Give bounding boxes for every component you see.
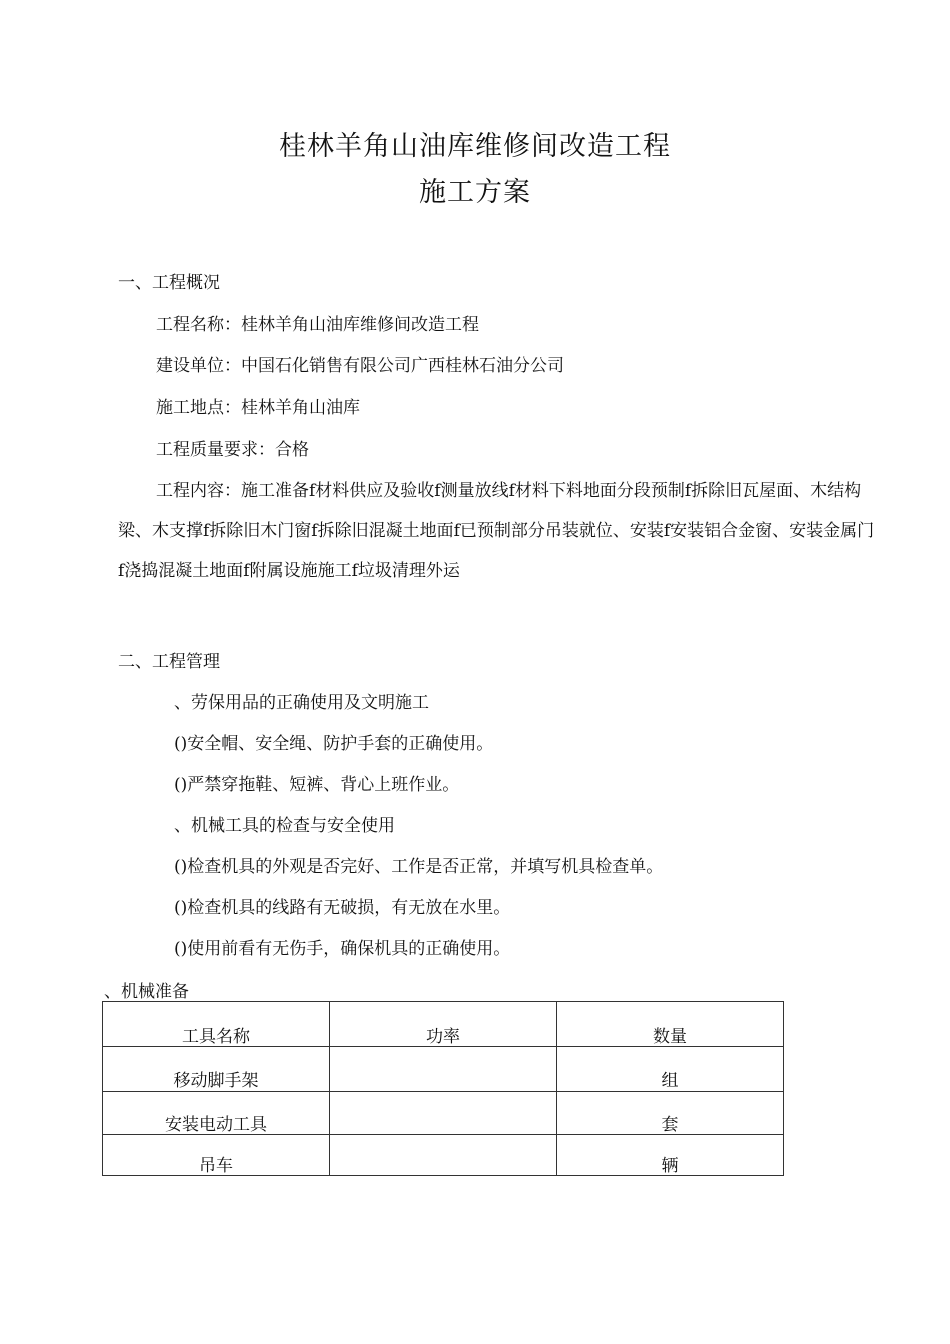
header-cell: 功率 xyxy=(330,1002,557,1047)
builder-unit: 建设单位：中国石化销售有限公司广西桂林石油分公司 xyxy=(156,356,564,376)
header-cell: 工具名称 xyxy=(103,1002,330,1047)
quantity-cell: 辆 xyxy=(557,1135,784,1176)
power-cell xyxy=(330,1047,557,1092)
tool-name-cell: 移动脚手架 xyxy=(103,1047,330,1092)
item1-b: ()严禁穿拖鞋、短裤、背心上班作业。 xyxy=(174,775,460,795)
quantity-cell: 组 xyxy=(557,1047,784,1092)
document-title: 桂林羊角山油库维修间改造工程 xyxy=(279,131,671,162)
item1-a: ()安全帽、安全绳、防护手套的正确使用。 xyxy=(174,734,494,754)
table-row xyxy=(103,1135,784,1176)
project-name: 工程名称：桂林羊角山油库维修间改造工程 xyxy=(156,315,479,335)
item2-b: ()检查机具的线路有无破损，有无放在水里。 xyxy=(174,898,511,918)
power-cell xyxy=(330,1135,557,1176)
item2-c: ()使用前看有无伤手，确保机具的正确使用。 xyxy=(174,939,511,959)
table-row xyxy=(103,1092,784,1135)
project-content-text: 工程内容：施工准备f材料供应及验收f测量放线f材料下料地面分段预制f拆除旧瓦屋面、木结构梁、木支撑f拆除旧木门窗f拆除旧混凝土地面f已预制部分吊装就位、安装f安装铝合金窗、安装金属门f浇捣混凝土地面f附属设施施工f垃圾清理外运 xyxy=(118,481,875,581)
item2-a: ()检查机具的外观是否完好、工作是否正常，并填写机具检查单。 xyxy=(174,857,664,877)
table-row xyxy=(103,1047,784,1092)
project-content xyxy=(118,471,880,591)
table-header-row xyxy=(103,1002,784,1047)
tools-table xyxy=(102,1001,784,1176)
construction-site: 施工地点：桂林羊角山油库 xyxy=(156,398,360,418)
item2-title: 、机械工具的检查与安全使用 xyxy=(174,816,395,836)
power-cell xyxy=(330,1092,557,1135)
quality-requirement: 工程质量要求：合格 xyxy=(156,440,309,460)
item1-title: 、劳保用品的正确使用及文明施工 xyxy=(174,693,429,713)
section1-heading: 一、工程概况 xyxy=(118,273,220,293)
document-subtitle: 施工方案 xyxy=(419,177,531,208)
header-cell: 数量 xyxy=(557,1002,784,1047)
quantity-cell: 套 xyxy=(557,1092,784,1135)
section2-heading: 二、工程管理 xyxy=(118,652,220,672)
item3-title: 、机械准备 xyxy=(104,982,189,1002)
tool-name-cell: 吊车 xyxy=(103,1135,330,1176)
tool-name-cell: 安装电动工具 xyxy=(103,1092,330,1135)
